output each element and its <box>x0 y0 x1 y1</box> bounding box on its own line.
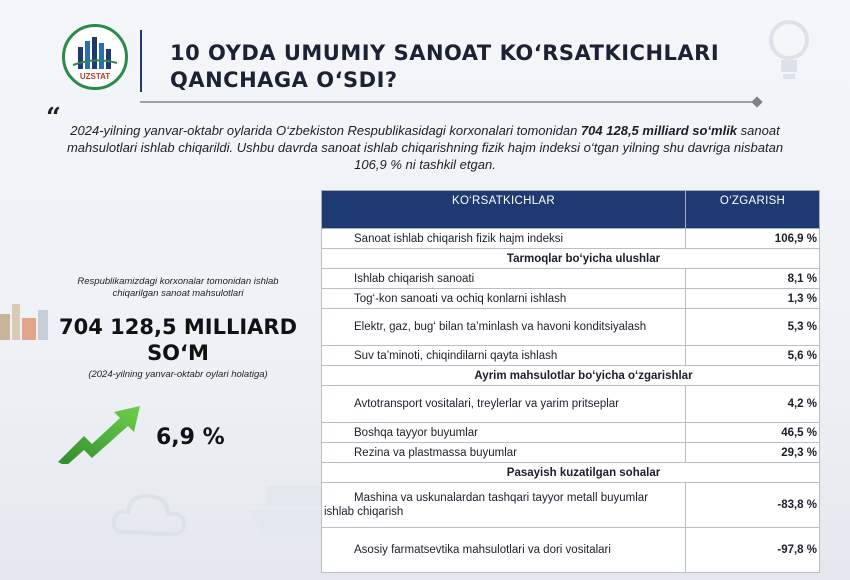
row-value: 5,6 % <box>686 346 820 366</box>
table-row <box>322 309 820 346</box>
row-label: Tog‘-kon sanoati va ochiq konlarni ishlash <box>322 289 686 309</box>
summary-value-line-1: 704 128,5 MILLIARD <box>58 315 298 339</box>
summary-as-of: (2024-yilning yanvar-oktabr oylari holatiga) <box>88 369 268 380</box>
title-underline <box>140 101 760 103</box>
summary-value-line-2: SO‘M <box>147 341 209 365</box>
row-value: 1,3 % <box>686 289 820 309</box>
table-row <box>322 423 820 443</box>
intro-text-1: 2024-yilning yanvar-oktabr oylarida O‘zbekiston Respublikasidagi korxonalari tomonidan <box>70 123 581 138</box>
summary-caption: Respublikamizdagi korxonalar tomonidan ishlab chiqarilgan sanoat mahsulotlari <box>77 276 279 299</box>
table-row <box>322 443 820 463</box>
col-header-change: O‘ZGARISH <box>686 191 820 229</box>
section-title: Tarmoqlar bo‘yicha ulushlar <box>322 249 820 269</box>
table-row <box>322 386 820 423</box>
page-title <box>170 40 750 94</box>
section-title: Pasayish kuzatilgan sohalar <box>322 463 820 483</box>
summary-value <box>40 314 316 366</box>
section-title: Ayrim mahsulotlar bo‘yicha o‘zgarishlar <box>322 366 820 386</box>
row-value: 46,5 % <box>686 423 820 443</box>
table-section-row <box>322 463 820 483</box>
row-value: 8,1 % <box>686 269 820 289</box>
title-line-1: 10 OYDA UMUMIY SANOAT KO‘RSATKICHLARI <box>170 41 720 65</box>
table-section-row <box>322 366 820 386</box>
title-underline-dot <box>751 96 762 107</box>
row-label: Avtotransport vositalari, treylerlar va yarim pritseplar <box>322 386 686 423</box>
cloud-icon <box>110 482 190 542</box>
row-label: Elektr, gaz, bug‘ bilan ta’minlash va havoni konditsiyalash <box>322 309 686 346</box>
growth-arrow-icon <box>56 404 142 464</box>
table-row <box>322 289 820 309</box>
intro-highlight: 704 128,5 milliard so‘mlik <box>580 123 738 138</box>
row-value: 5,3 % <box>686 309 820 346</box>
intro-text-2: sanoat mahsulotlari ishlab chiqarildi. Ushbu davrda sanoat ishlab chiqarishning fizik hajm indeksi o‘tgan yilning shu davriga nisbatan 106,9 % ni tashkil etgan. <box>66 123 784 172</box>
row-value: -83,8 % <box>686 483 820 528</box>
table-row <box>322 269 820 289</box>
logo-text: UZSTAT <box>79 72 111 81</box>
row-value: 29,3 % <box>686 443 820 463</box>
row-label: Asosiy farmatsevtika mahsulotlari va dori vositalari <box>322 528 686 573</box>
table-row <box>322 229 820 249</box>
row-value: 4,2 % <box>686 386 820 423</box>
quote-mark-icon: “ <box>46 103 61 133</box>
table-section-row <box>322 249 820 269</box>
row-value: -97,8 % <box>686 528 820 573</box>
col-header-indicators: KO‘RSATKICHLAR <box>322 191 686 229</box>
row-label: Ishlab chiqarish sanoati <box>322 269 686 289</box>
table-row <box>322 346 820 366</box>
table-row <box>322 528 820 573</box>
row-label: Boshqa tayyor buyumlar <box>322 423 686 443</box>
row-label: Rezina va plastmassa buyumlar <box>322 443 686 463</box>
row-label: Mashina va uskunalardan tashqari tayyor metall buyumlar ishlab chiqarish <box>322 483 686 528</box>
growth-value: 6,9 % <box>156 425 225 450</box>
uzstat-logo <box>62 24 128 90</box>
title-divider <box>140 30 142 92</box>
row-value: 106,9 % <box>686 229 820 249</box>
lightbulb-icon <box>760 14 818 86</box>
indicators-table <box>321 190 820 573</box>
table-row <box>322 483 820 528</box>
intro-paragraph <box>60 122 790 173</box>
title-line-2: QANCHAGA O‘SDI? <box>170 68 398 92</box>
row-label: Sanoat ishlab chiqarish fizik hajm indeksi <box>322 229 686 249</box>
row-label: Suv ta’minoti, chiqindilarni qayta ishlash <box>322 346 686 366</box>
